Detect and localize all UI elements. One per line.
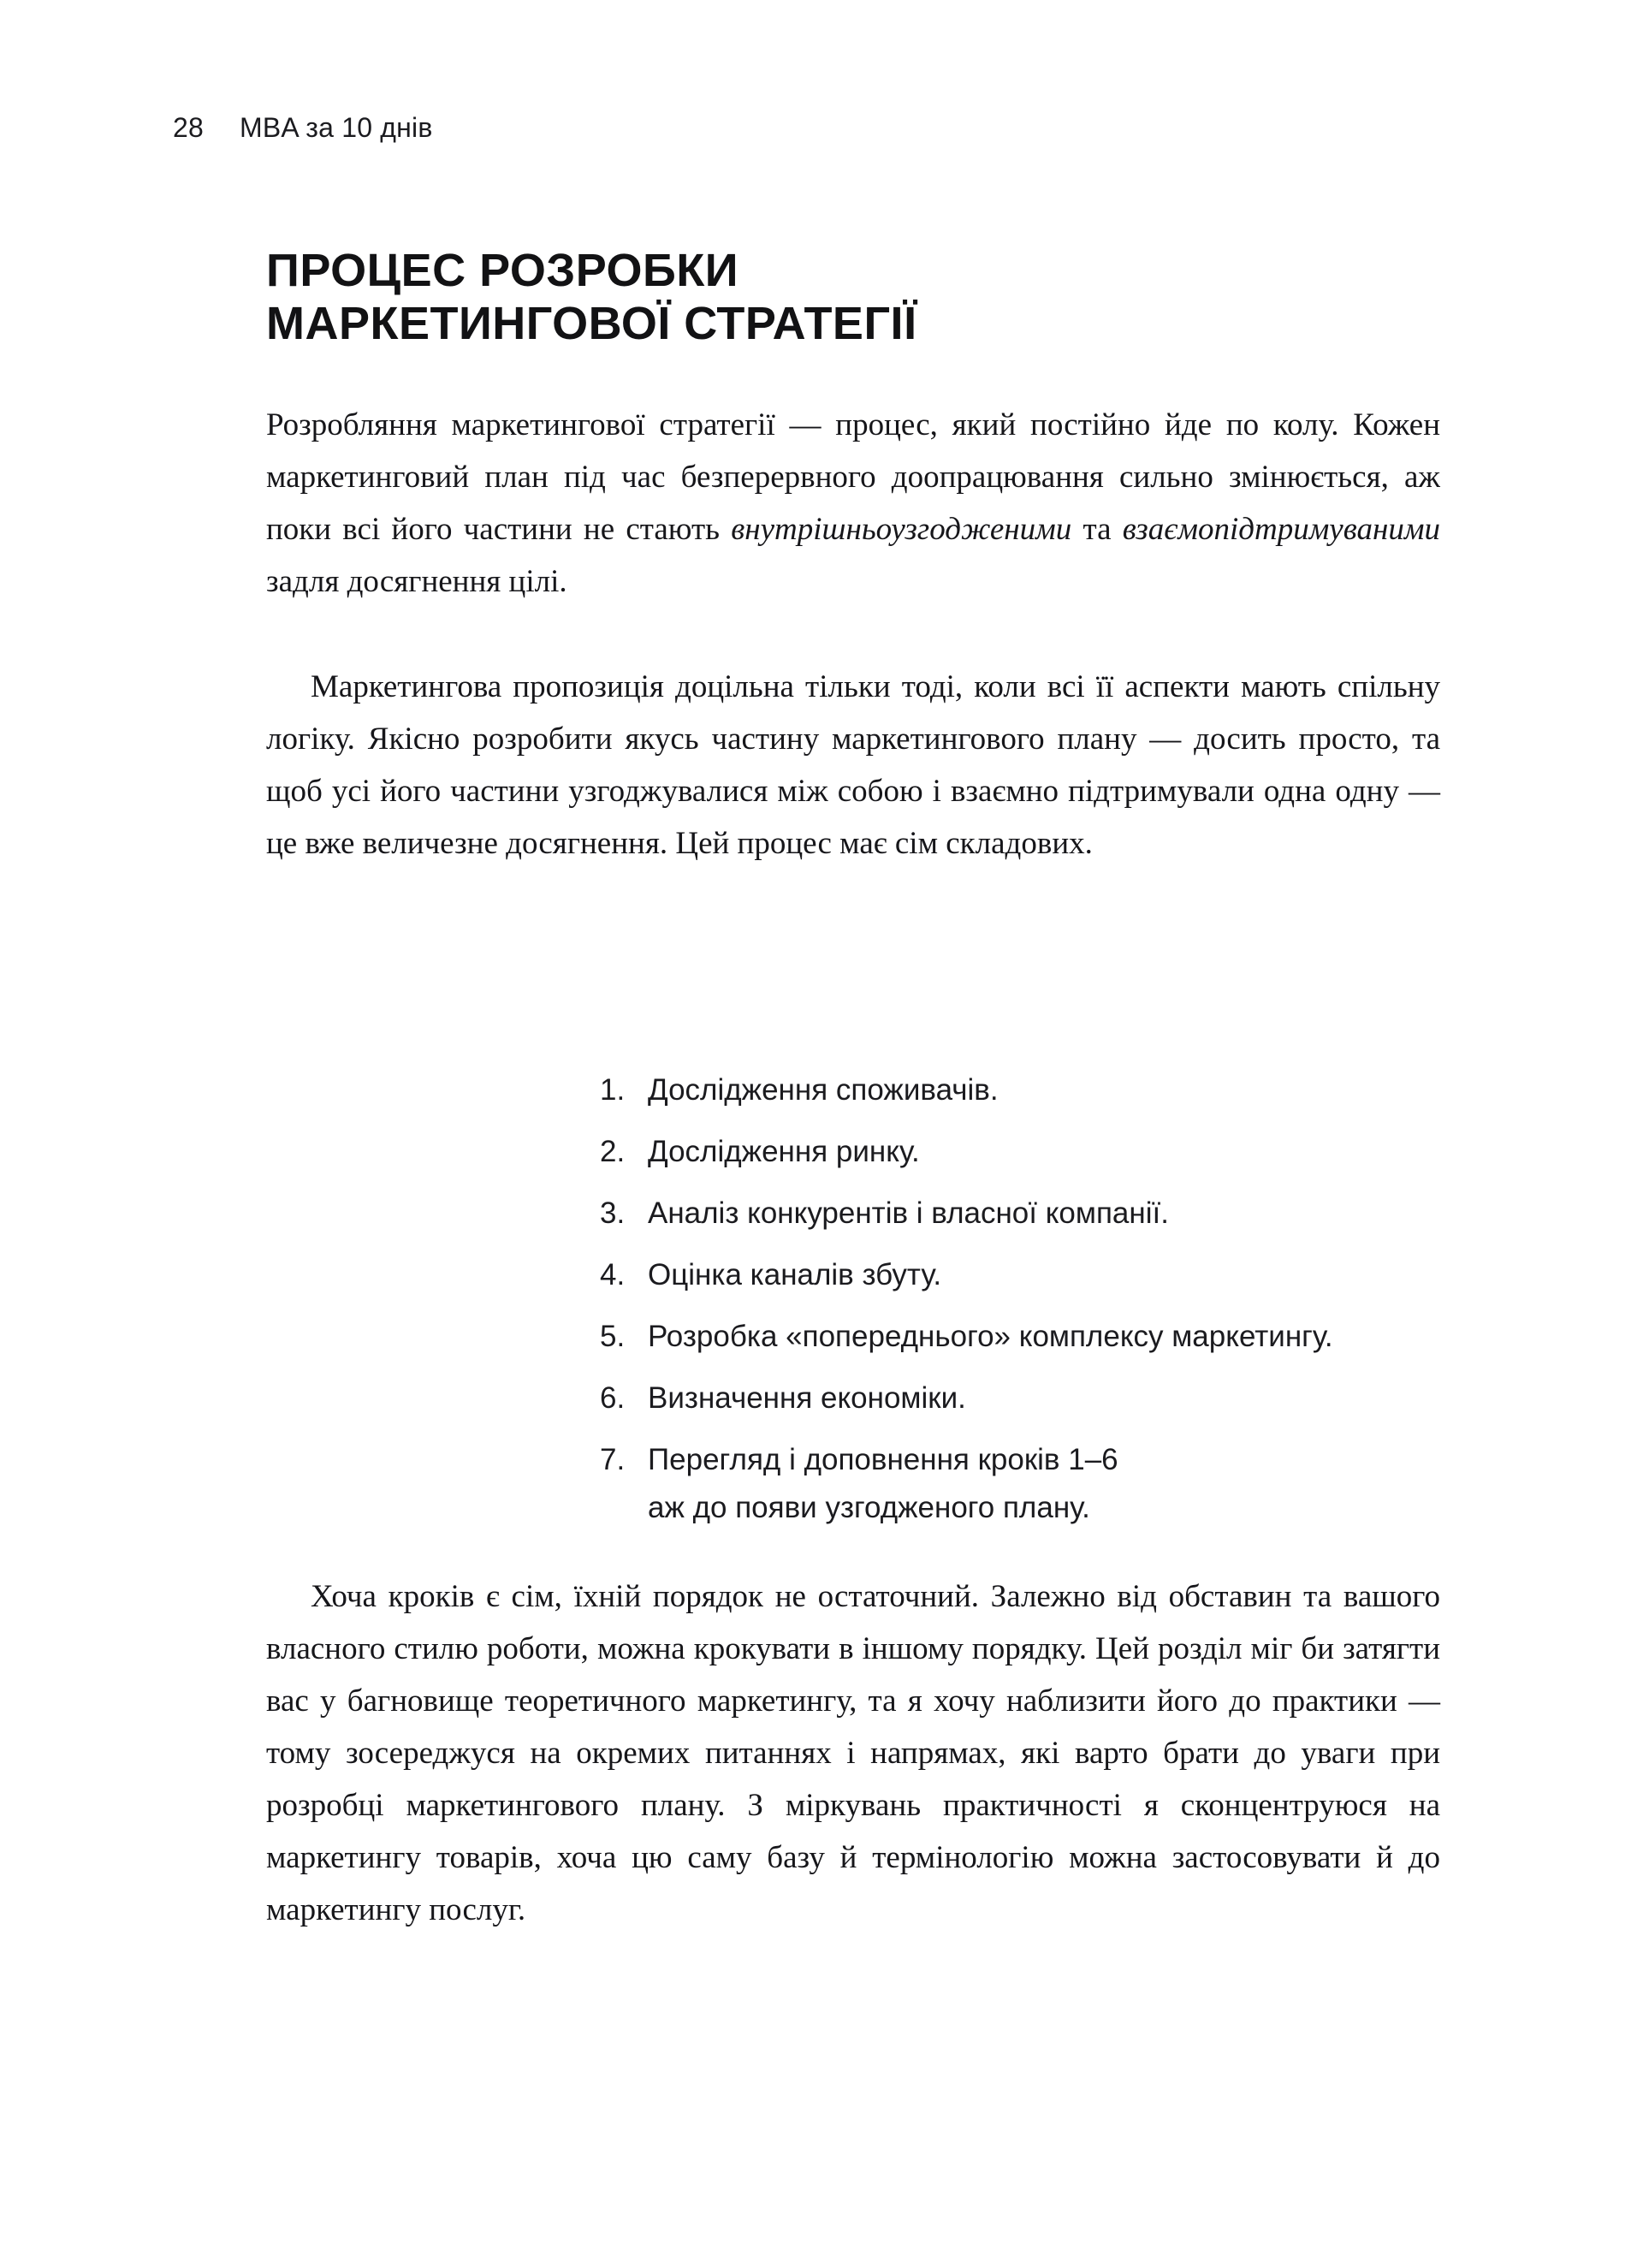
step-number: 6. [600, 1381, 626, 1415]
paragraph-intro-part-2: задля досягнення цілі. [266, 564, 567, 599]
paragraph-closing: Хоча кроків є сім, їхній порядок не остаточний. Залежно від обставин та вашого власного стилю роботи, можна крокувати в іншому порядку. Цей розділ міг би затягти вас у багновище теоретичного маркетингу, та я хочу наблизити його до практики — тому зосереджуся на окремих питаннях і напрямах, які варто брати до уваги при розробці маркетингового плану. З міркувань практичності я сконцентруюся на маркетингу товарів, хоча цю саму базу й термінологію можна застосовувати й до маркетингу послуг. [266, 1579, 1440, 1927]
book-title: MBA за 10 днів [240, 112, 433, 143]
step-number: 3. [600, 1196, 626, 1230]
step-label: Визначення економіки. [648, 1381, 966, 1415]
step-label [648, 1436, 1541, 1532]
step-label: Розробка «попереднього» комплексу маркетингу. [648, 1320, 1333, 1353]
chapter-heading-line-1: ПРОЦЕС РОЗРОБКИ [266, 245, 739, 297]
step-label: Аналіз конкурентів і власної компанії. [648, 1196, 1169, 1230]
paragraph-intro-part-1: Розробляння маркетингової стратегії — процес, який постійно йде по колу. Кожен маркетинговий план під час безперервного доопрацювання сильно змінюється, аж поки всі його частини не стають [266, 407, 1440, 547]
step-label: Дослідження ринку. [648, 1135, 920, 1168]
step-number: 2. [600, 1135, 626, 1168]
paragraph-intro [266, 399, 1440, 608]
step-number: 5. [600, 1320, 626, 1353]
list-item [600, 1374, 1541, 1422]
step-label-line-1: Перегляд і доповнення кроків 1–6 [648, 1443, 1118, 1476]
step-label: Оцінка каналів збуту. [648, 1258, 942, 1291]
list-item [600, 1066, 1541, 1114]
step-label-line-2: аж до появи узгодженого плану. [648, 1491, 1090, 1524]
list-item [600, 1436, 1541, 1532]
list-item [600, 1128, 1541, 1176]
emphasis-mutually-supportive: взаємопідтримуваними [1122, 512, 1441, 547]
body-text-block [266, 0, 1440, 2268]
chapter-heading-line-2: МАРКЕТИНГОВОЇ СТРАТЕГІЇ [266, 297, 917, 349]
step-number: 7. [600, 1443, 626, 1476]
list-item [600, 1190, 1541, 1238]
paragraph-intro-conjunction: та [1071, 512, 1123, 547]
emphasis-internally-consistent: внутрішньоузгодженими [731, 512, 1072, 547]
page-number: 28 [173, 112, 204, 143]
paragraph-offer: Маркетингова пропозиція доцільна тільки тоді, коли всі її аспекти мають спільну логіку. Якісно розробити якусь частину маркетингового плану — досить просто, та щоб усі його частини узгоджувалися між собою і взаємно підтримували одна одну — це вже величезне досягнення. Цей процес має сім складових. [266, 669, 1440, 861]
step-number: 4. [600, 1258, 626, 1291]
marketing-steps-list [600, 1066, 1541, 1546]
list-item [600, 1313, 1541, 1361]
list-item [600, 1251, 1541, 1299]
step-number: 1. [600, 1073, 626, 1107]
step-label: Дослідження споживачів. [648, 1073, 999, 1107]
